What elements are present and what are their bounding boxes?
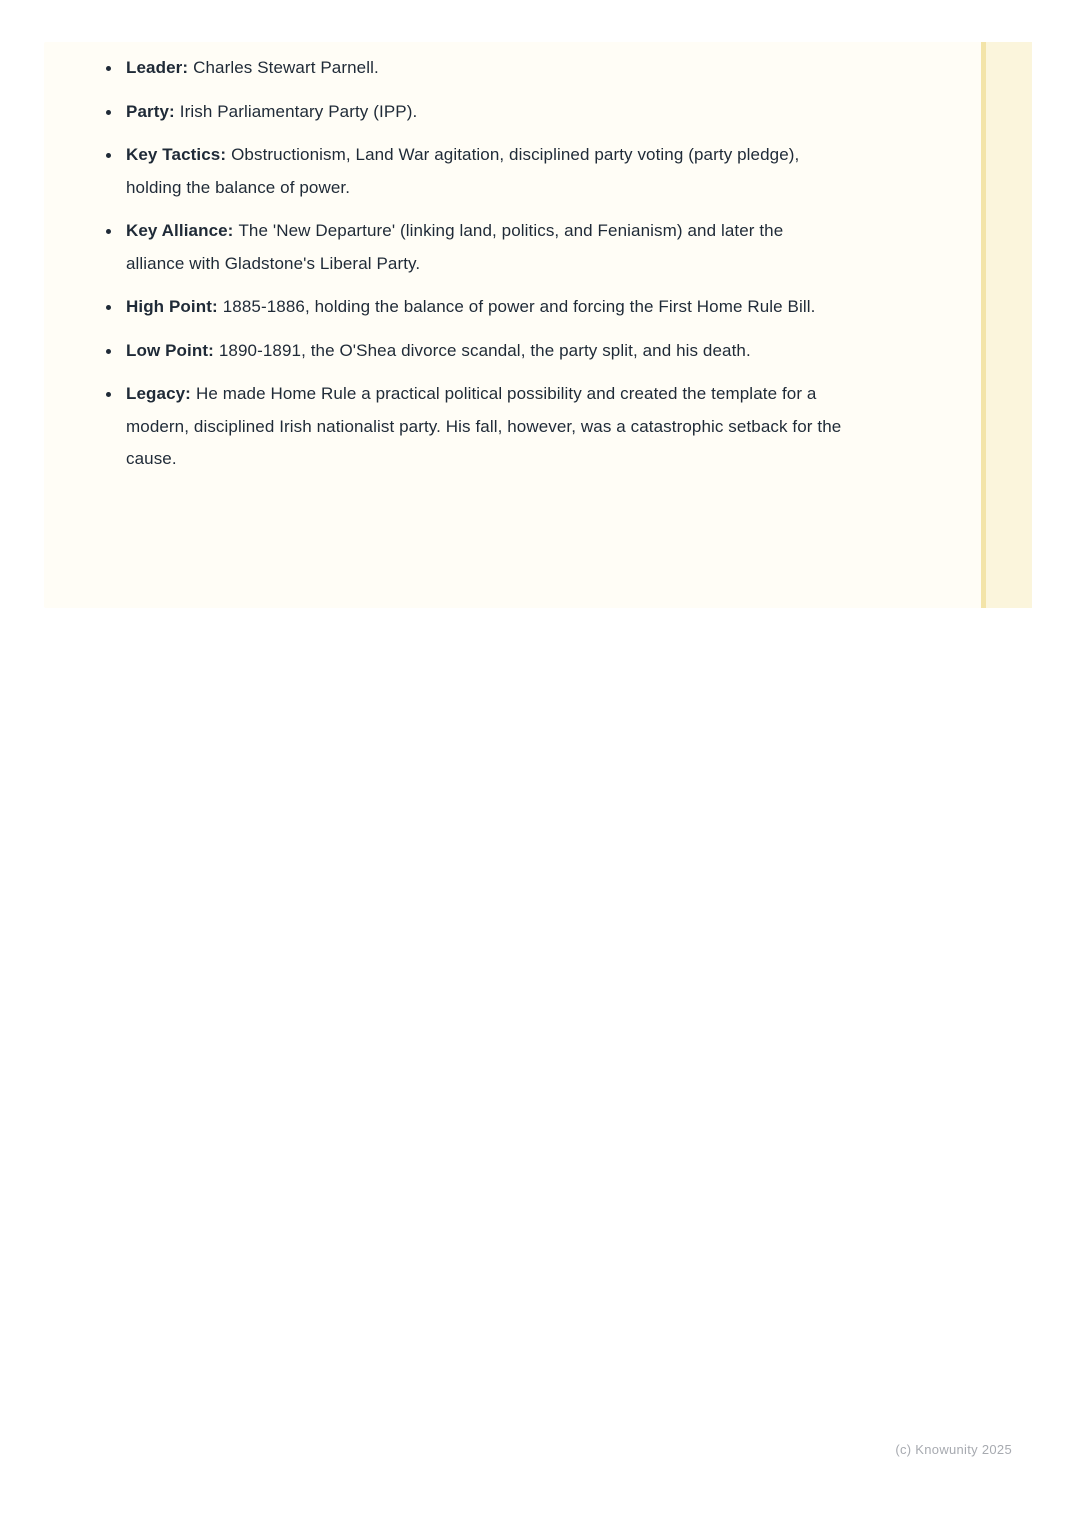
bullet-icon — [106, 305, 111, 310]
item-label: Party: — [126, 101, 175, 121]
item-text: Charles Stewart Parnell. — [193, 58, 379, 77]
item-label: Leader: — [126, 58, 189, 77]
bullet-icon — [106, 110, 111, 115]
item-text: 1885-1886, holding the balance of power and forcing the First Home Rule Bill. — [222, 297, 816, 316]
copyright-notice: (c) Knowunity 2025 — [895, 1442, 1012, 1457]
bullet-icon — [106, 349, 111, 354]
item-label: Key Tactics: — [126, 145, 227, 164]
item-label: Legacy: — [126, 384, 191, 403]
item-text: Obstructionism, Land War agitation, disciplined party voting (party pledge), holding the balance of power. — [126, 145, 800, 197]
bullet-list-container — [44, 42, 981, 608]
list-item — [104, 52, 843, 85]
list-item — [104, 215, 843, 280]
item-text: 1890-1891, the O'Shea divorce scandal, the party split, and his death. — [218, 340, 751, 360]
list-item — [104, 96, 843, 129]
list-item-text-block — [126, 215, 843, 280]
list-item-text-block — [126, 139, 843, 204]
item-text: Irish Parliamentary Party (IPP). — [179, 101, 418, 121]
list-item-text-block — [126, 291, 815, 324]
list-item-text-block — [126, 96, 417, 129]
list-item-text-block — [126, 52, 379, 85]
list-item — [104, 378, 843, 476]
item-label: Key Alliance: — [126, 221, 234, 240]
list-item-text-block — [126, 378, 843, 476]
list-item — [104, 335, 843, 368]
summary-card — [44, 42, 1032, 608]
item-label: Low Point: — [126, 340, 214, 360]
list-item — [104, 139, 843, 204]
bullet-icon — [106, 229, 111, 234]
item-text: The 'New Departure' (linking land, politics, and Fenianism) and later the alliance with Gladstone's Liberal Party. — [126, 221, 784, 273]
bullet-icon — [106, 392, 111, 397]
bullet-list — [104, 52, 843, 476]
item-text: He made Home Rule a practical political possibility and created the template for a modern, disciplined Irish nationalist party. His fall, however, was a catastrophic setback for the cause. — [126, 384, 842, 468]
accent-stripe — [981, 42, 1032, 608]
bullet-icon — [106, 153, 111, 158]
list-item — [104, 291, 843, 324]
bullet-icon — [106, 66, 111, 71]
list-item-text-block — [126, 335, 751, 368]
item-label: High Point: — [126, 297, 218, 316]
